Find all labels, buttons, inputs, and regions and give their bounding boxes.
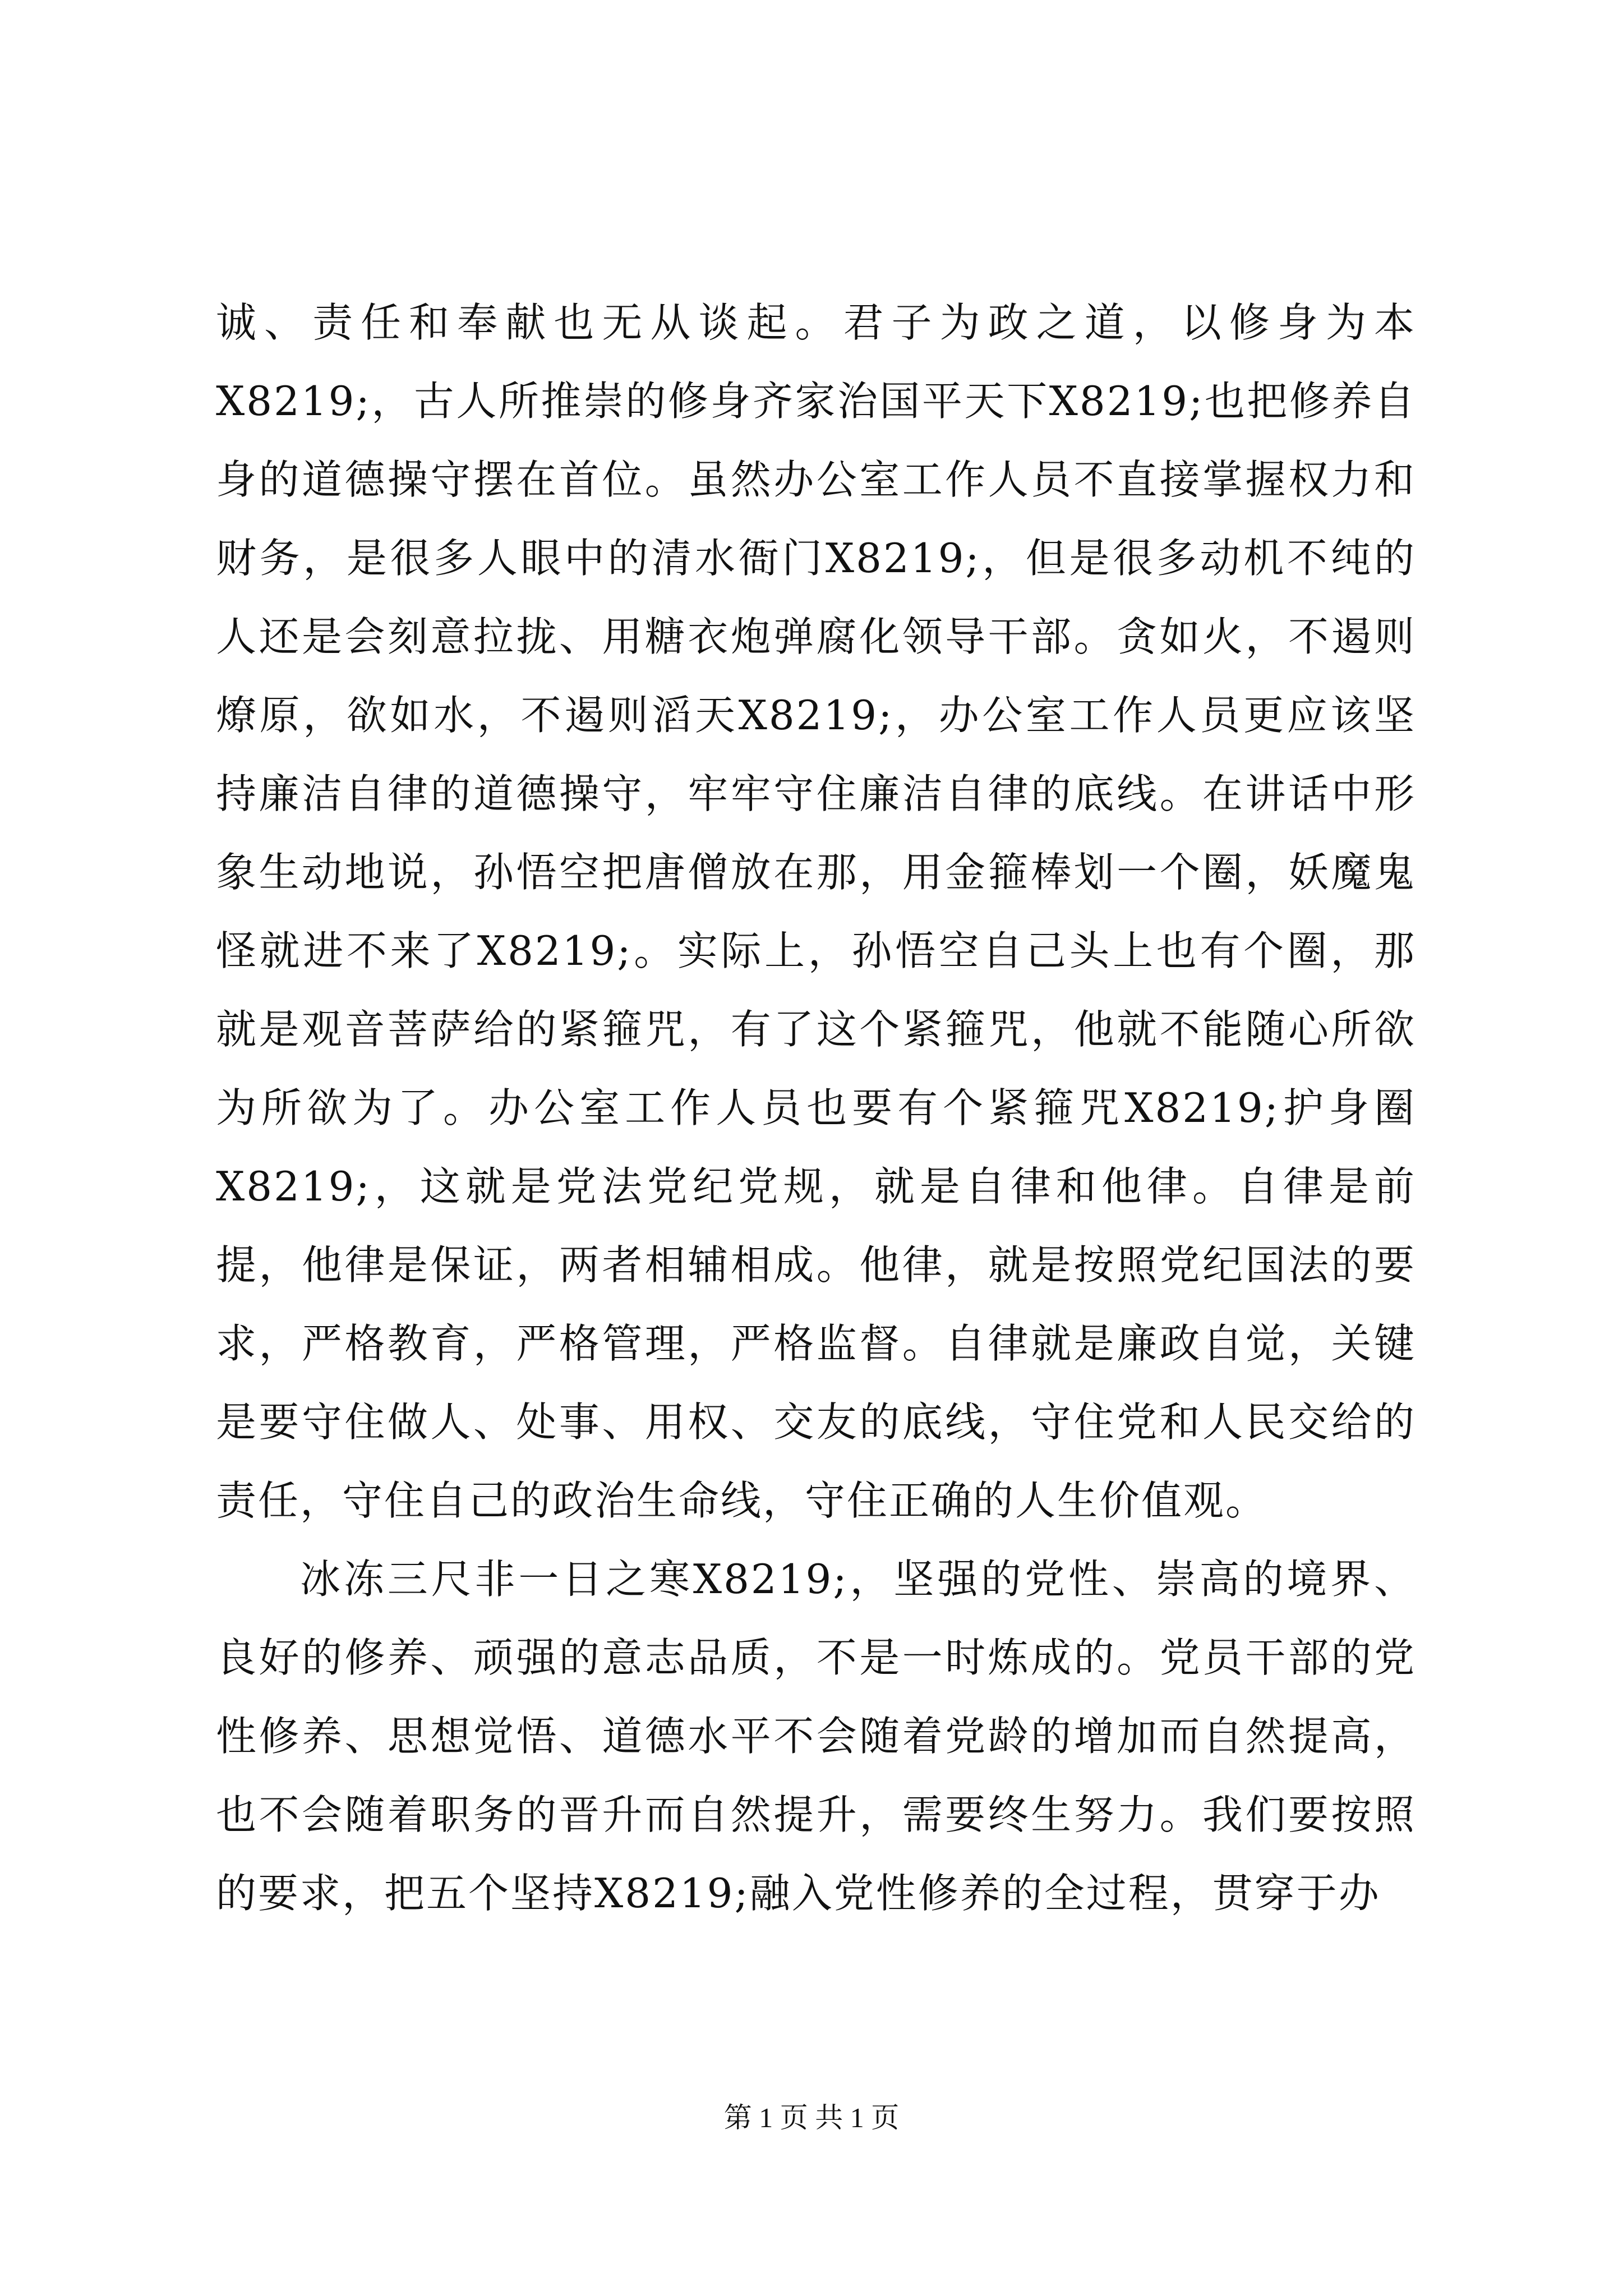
paragraph-1: 诚、责任和奉献也无从谈起。君子为政之道，以修身为本X8219;，古人所推崇的修身齐家治国平天下X8219;也把修养自身的道德操守摆在首位。虽然办公室工作人员不直接掌握权力和财务，是很多人眼中的清水衙门X8219;，但是很多动机不纯的人还是会刻意拉拢、用糖衣炮弹腐化领导干部。贪如火，不遏则燎原，欲如水，不遏则滔天X8219;，办公室工作人员更应该坚持廉洁自律的道德操守，牢牢守住廉洁自律的底线。在讲话中形象生动地说，孙悟空把唐僧放在那，用金箍棒划一个圈，妖魔鬼怪就进不来了X8219;。实际上，孙悟空自己头上也有个圈，那就是观音菩萨给的紧箍咒，有了这个紧箍咒，他就不能随心所欲为所欲为了。办公室工作人员也要有个紧箍咒X8219;护身圈X8219;，这就是党法党纪党规，就是自律和他律。自律是前提，他律是保证，两者相辅相成。他律，就是按照党纪国法的要求，严格教育，严格管理，严格监督。自律就是廉政自觉，关键是要守住做人、处事、用权、交友的底线，守住党和人民交给的责任，守住自己的政治生命线，守住正确的人生价值观。 bbox=[216, 299, 1416, 1524]
document-body bbox=[216, 283, 1416, 1932]
page-footer: 第 1 页 共 1 页 bbox=[723, 2102, 900, 2133]
paragraph-2: 冰冻三尺非一日之寒X8219;，坚强的党性、崇高的境界、良好的修养、顽强的意志品质，不是一时炼成的。党员干部的党性修养、思想觉悟、道德水平不会随着党龄的增加而自然提高，也不会随着职务的晋升而自然提升，需要终生努力。我们要按照的要求，把五个坚持X8219;融入党性修养的全过程，贯穿于办 bbox=[216, 1556, 1416, 1917]
